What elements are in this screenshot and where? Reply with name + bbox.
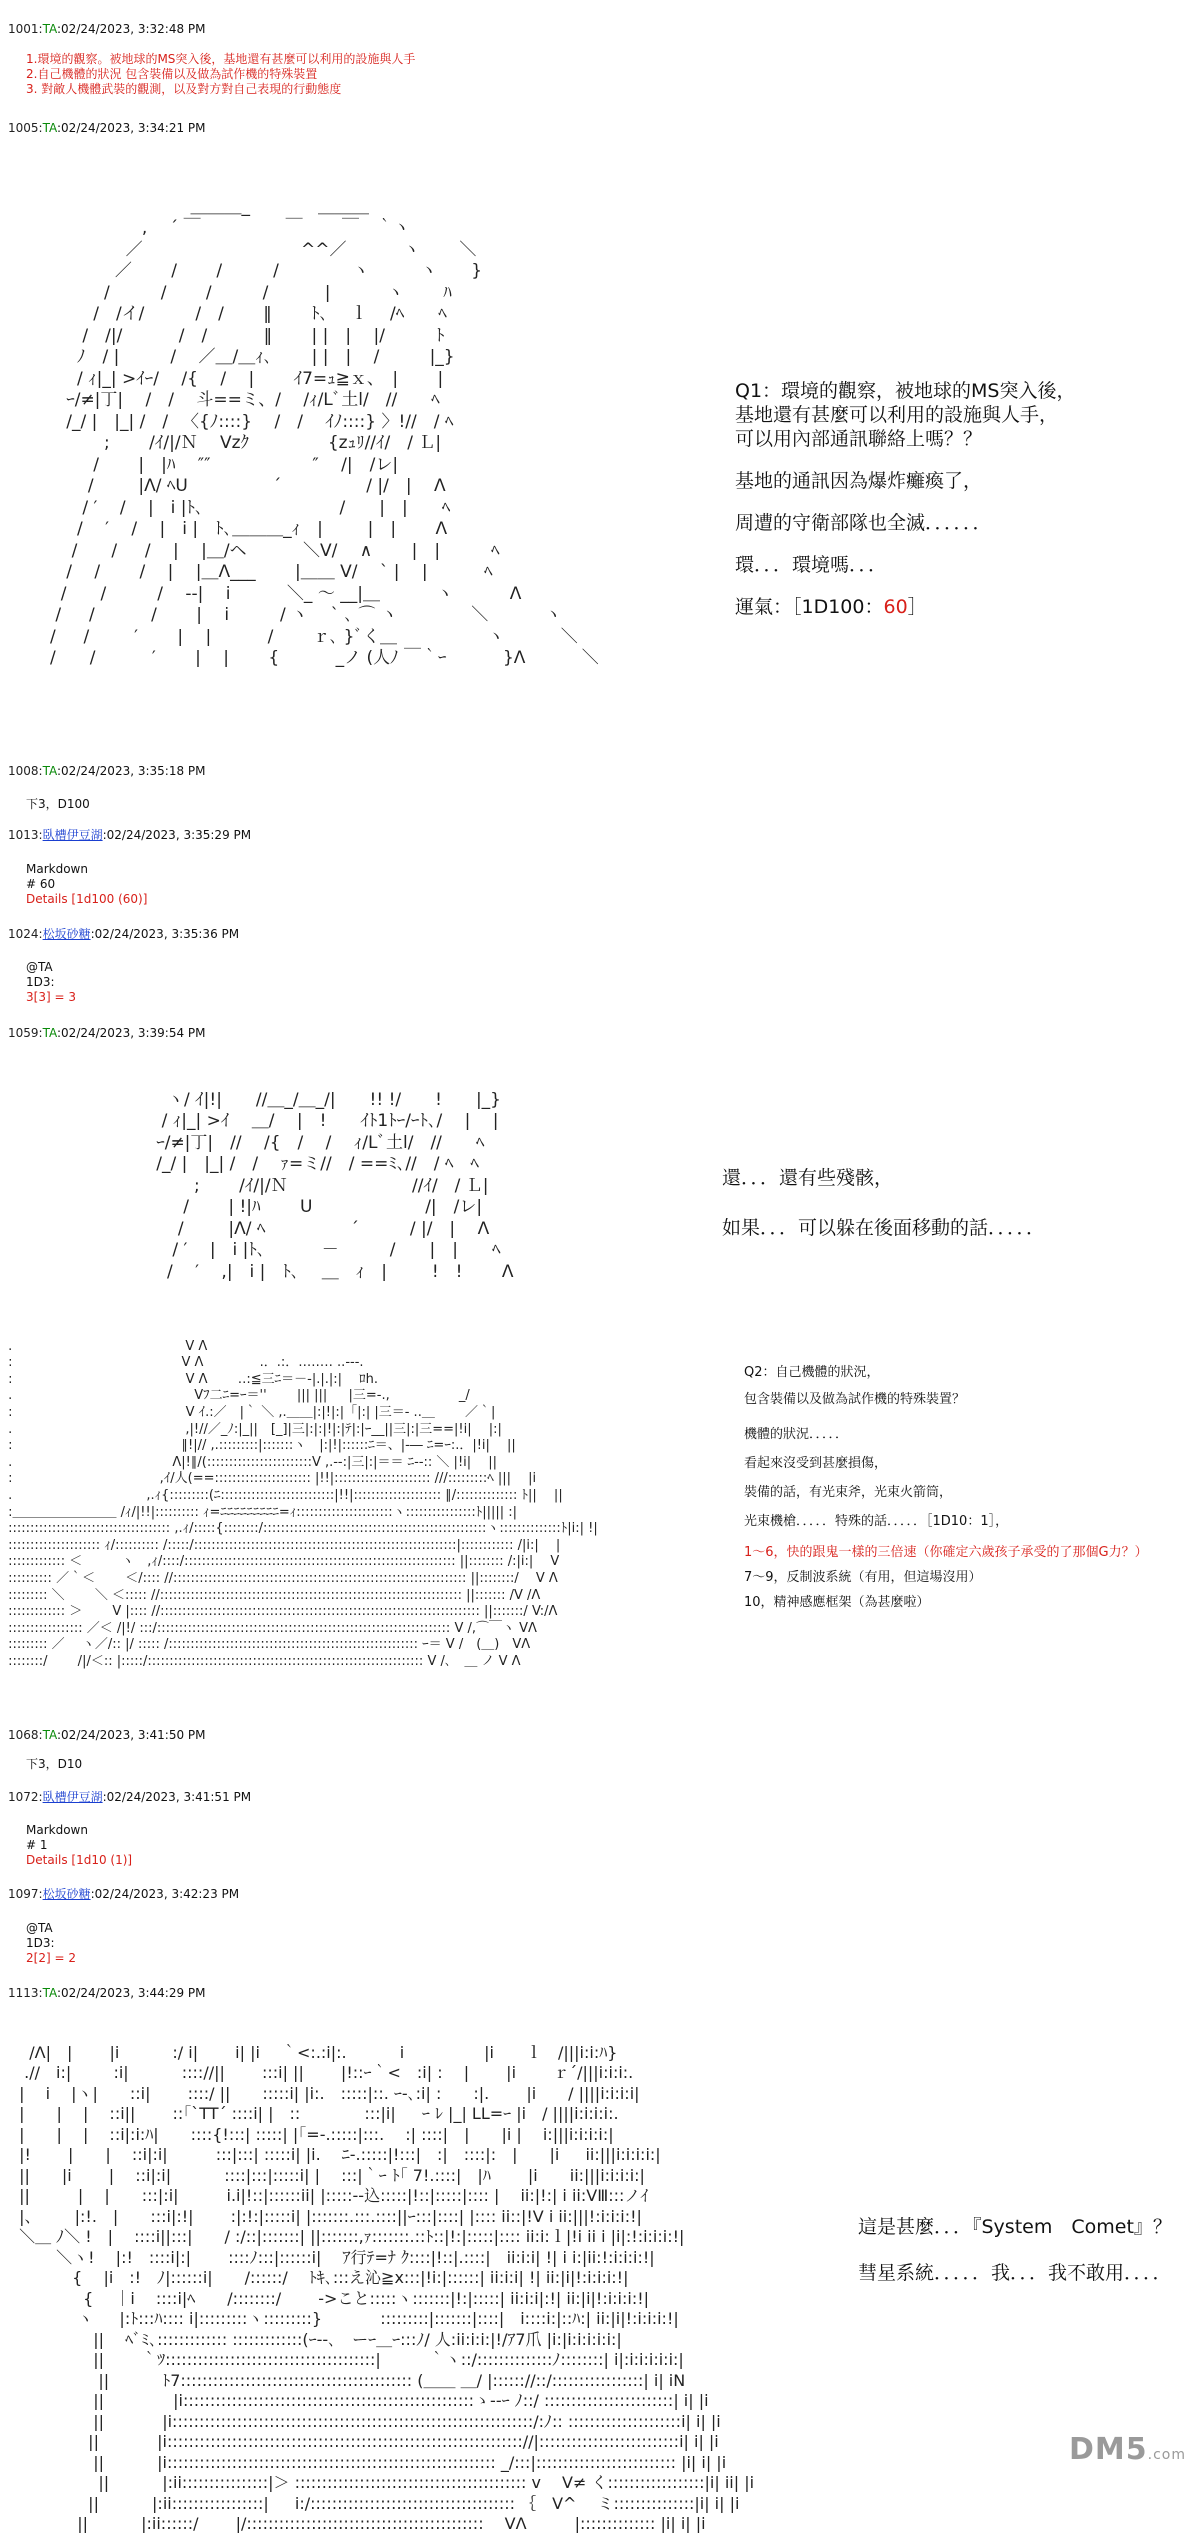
- poster-name-link[interactable]: 松坂砂糖: [42, 927, 91, 941]
- text-line: Markdown: [26, 862, 88, 876]
- logo-sub: .com: [1147, 2447, 1186, 2463]
- post-number: 1001:: [8, 22, 43, 36]
- text-line: 如果．．．可以躲在後面移動的話．．．．．: [722, 1217, 1046, 1239]
- post-header: [8, 21, 206, 37]
- logo-main: DM5: [1069, 2432, 1148, 2467]
- text-line: 基地的通訊因為爆炸癱瘓了，: [735, 470, 983, 492]
- option-line: 1～6，快的跟鬼一樣的三倍速（你確定六歲孩子承受的了那個G力？）: [744, 1545, 1148, 1560]
- poster-name: TA: [42, 1026, 57, 1040]
- text-line: # 60: [26, 877, 56, 891]
- text-line: 還．．．還有些殘骸，: [722, 1167, 894, 1189]
- post-header: [8, 1789, 251, 1805]
- poster-name-link[interactable]: 臥槽伊豆湖: [42, 828, 103, 842]
- text-line: 光束機槍．．．．．特殊的話．．．．．［1D10：1］，: [744, 1514, 1009, 1529]
- post-date: :02/24/2023, 3:35:29 PM: [102, 828, 252, 842]
- post-date: :02/24/2023, 3:41:50 PM: [57, 1728, 206, 1742]
- dice-result: 3[3] = 3: [26, 990, 76, 1004]
- post-number: 1113:: [8, 1986, 43, 2000]
- post-header: [8, 1025, 206, 1041]
- site-logo: [1069, 2432, 1186, 2467]
- question-line: 基地還有甚麼可以利用的設施與人手，: [735, 404, 1059, 426]
- text-line: 1D3:: [26, 1936, 55, 1950]
- luck-end: ］: [907, 596, 927, 618]
- dice-result: 2[2] = 2: [26, 1951, 76, 1965]
- poster-name-link[interactable]: 臥槽伊豆湖: [42, 1790, 103, 1804]
- post-number: 1068:: [8, 1728, 43, 1742]
- poster-name: TA: [42, 121, 57, 135]
- luck-roll: [735, 592, 1076, 622]
- post-body-1097: [26, 1921, 76, 1966]
- post-header: [8, 1985, 206, 2001]
- text-line: 周遭的守衛部隊也全滅．．．．．．: [735, 512, 992, 534]
- poster-name: TA: [42, 764, 57, 778]
- question-line: 包含裝備以及做為試作機的特殊裝置？: [744, 1392, 966, 1407]
- text-line: 環．．．環境嗎．．．: [735, 554, 888, 576]
- post-body-1024: [26, 960, 76, 1005]
- luck-value: 60: [883, 596, 908, 618]
- text-line: 彗星系統．．．．．我．．．我不敢用．．．．: [858, 2262, 1172, 2284]
- poster-name: TA: [42, 1986, 57, 2000]
- post-date: :02/24/2023, 3:41:51 PM: [102, 1790, 252, 1804]
- question-line: Q2：自己機體的狀況，: [744, 1365, 880, 1380]
- text-line: 看起來沒受到甚麼損傷，: [744, 1456, 888, 1471]
- text-line: 2.自己機體的狀況 包含裝備以及做為試作機的特殊裝置: [26, 67, 318, 81]
- post-body-1008: 下3，D100: [26, 797, 90, 811]
- post-date: :02/24/2023, 3:34:21 PM: [57, 121, 206, 135]
- post-date: :02/24/2023, 3:42:23 PM: [90, 1887, 240, 1901]
- option-line: 7～9，反制波系統（有用，但這場沒用）: [744, 1570, 982, 1585]
- text-line: 裝備的話，有光束斧，光束火箭筒，: [744, 1485, 953, 1500]
- ascii-art-cockpit: /Λ| | |i :/ i| i| |i ｀<:.:i|:. i |i ｌ /|||i:i:ﾊ} .// i:| :i| :::://|| :::i| || |!::ｰ｀< :i| : | |i ｒ´/|||i:i:i:. | i |ヽ| ::i| ::::/ || :::::i| |i:. :::::|::. ｰ-､:i| : :|. |i / ||||i:i:i:i| | | | ::i|| ::｢`TT´ ::::i| | :: :::|i| ｰ ﾚ |_| LL=ｰ |i / ||||i:i:i:i:. | | | ::i|:i:ﾊ| ::::{!:::| :::::| |｢=-.:::::|:::. :| ::::| | |i | i:|||i:i:i:i:| |! | | ::i|:i| :::|:::| :::::i| |i. ﾆ-.:::::|!:::| :| ::::|: | |i ii:|||i:i:i:i:| || |i | ::i|:i| ::::|:::|:::::i| | :::|｀ｰ ﾄ｢ 7!.::::| |ﾊ |i ii:|||i:i:i:i:| || | | :::|:i| i.i|!::|::::::ii| |:::::-‐込:::::|!::|:::::|:::: | ii:|!:| i ii:VⅢ:::ノｲ |、 |:!. | :::i|:!| :|:!:|:::::i| |:::::::.:::.::::||ｰ:::|::::| |:::: ii::|!V i ii:|||!:i:i:i:!| ＼＿ ﾉ＼ ! | ::::i||:::| / :/::|:::::::| ||:::::::,ｧ:::::::.::ﾄ::|!:|:::::|:::: ii:i:ｌ|!i ii i |i|:!:i:i:i:!| ＼ヽ! |:! ::::i|:| ::::ﾉ:::|::::::i| ｱ行ﾃ=ﾅ ｸ::::|!::|.::::| ii:i:i| !| i i:|ii:!:i:i:i:!| { |i :! ﾉ|::::::i| /::::::/ ﾄｷ､:::え沁≧x:::|!i:|::::::| ii:i:i| !| ii:|i|!:i:i:i:!| { ｜i ::::i|ﾍ /::::::::/ ->こと:::::ヽ:::::::|!:|:::::| ii:i:i|:!| ii:|i|!:i:i:i:!| ヽ |:ﾄ:::ﾊ:::: i|:::::::::ヽ:::::::::} :::::::::|:::::::|::::| i::::i:|::ﾊ:| ii:|i|!:i:i:i:!| || ﾍﾞﾐ､::::::::::::: :::::::::::::(ｰ--､ ーｰ＿ｰ:::ﾉ/ 人:ii:i:i:|!/ｱ7爪 |i:|i:i:i:i:i:| || ｀ﾂ:::::::::::::::::::::::::::::::::::::::| ｀ヽ::/::::::::::::::ﾉ::::::::| i|:i:i:i:i:i:| || ﾄ7::::::::::::::::::::::::::::::::::::::::::: (＿＿ ＿/ |:::::://::/:::::::::::::::::| i| iN || |i::::::::::::::::::::::::::::::::::::::::::::::::::::::ゝ--ｰ ﾉ::/ ::::::::::::::::::::::::| i| |i || |i:::::::::::::::::::::::::::::::::::::::::::::::::::::::::::::::::::/:ﾉ:: :::::::::::::::::::::i| i| |i || |i:::::::::::::::::::::::::::::::::::::::::::::::::::::::::::::::::://|::::::::::::::::::::::::::i| i| |i || |i::::::::::::::::::::::::::::::::::::::::::::::::::::::::::::: _/:::|:::::::::::::::::::::::::: |i| i| |i || |:ii::::::::::::::::|＞ ::::::::::::::::::::::::::::::::::::::::::: v V≠ く::::::::::::::::::|i| ii| |i || |:ii:::::::::::::::::| i:/:::::::::::::::::::::::::::::::::::::: ｛ V^ ミ:::::::::::::::|i| i| |i || |:ii::::::/ |/:::::::::::::::::::::::::::::::::::::::::::: VΛ |:::::::::::::: |i| i| |i: [19, 2042, 755, 2533]
- post-header: [8, 1886, 239, 1902]
- post-text-1005: [735, 376, 1076, 622]
- post-number: 1097:: [8, 1887, 43, 1901]
- post-number: 1024:: [8, 927, 43, 941]
- post-header: [8, 763, 206, 779]
- post-number: 1013:: [8, 828, 43, 842]
- post-date: :02/24/2023, 3:32:48 PM: [57, 22, 206, 36]
- text-line: Markdown: [26, 1823, 88, 1837]
- post-date: :02/24/2023, 3:35:36 PM: [90, 927, 240, 941]
- ascii-art-mech: . V Λ : V Λ .．.:．‥‥‥‥ ..-‐-. : V Λ ‥:≦三ﾆ＝－‐|.|.|:| ﾛh. . Vﾌ二ﾆ=ｰ＝'' ||| ||| |三=-., _/ : V ｲ.:／ |｀ ＼ ,.＿＿|:|!|:|「|:| |三＝- ..＿ ／｀| . ,|!//／_ﾉ:|_|| [_]|三|:|:|!|:|ﾃ|:|ｰ__||三|:|三==|!i| |:| : ∥!|// ,.:::::::::|:::::::ヽ |:|!|::::::ﾆ＝、|-― ﾆ=ｰ:.．|!i| || . Λ|!∥/(::::::::::::::::::::::::V ,.--:|三|:|＝＝ ﾆ--:: ＼ |!i| || : ,ｲ/人(==:::::::::::::::::::::: |!!|:::::::::::::::::::::: ///:::::::::ﾍ ||| |i . ,.ｨ{:::::::::(ﾆ::::::::::::::::::::::::::|!!|:::::::::::::::::::: ∥/:::::::::::::: ﾄ|| || :＿＿＿＿＿＿＿＿ /ｨ/|!!|:::::::::: ｨ=ﾆﾆﾆﾆﾆﾆﾆﾆﾆ=ｨ::::::::::::::::::::::ヽ::::::::::::::::ﾄ||||| :| ::::::::::::::::::::::::::::::::::::: ,.ｨ/:::::{::::::::/:::::::::::::::::::::::::::::::::::::::::::::::::::ヽ::::::::::::::ﾄ|i:| !| ::::::::::::::::::::: ｨ/:::::::::: /:::::/::::::::::::::::::::::::::::::::::::::::::::::::::::::::::::|:::::::::::: /|i:| | ::::::::::::: ＜ ヽ ,ｨ/::::/:::::::::::::::::::::::::::::::::::::::::::::::::::::::::::::: ||:::::::: /:|i:| V :::::::::: ／｀＜ ＜/:::: //::::::::::::::::::::::::::::::::::::::::::::::::::::::::::::::::::: ||::::::::/ V Λ ::::::::: ＼ ＼ ＜::::: //::::::::::::::::::::::::::::::::::::::::::::::::::::::::::::::::::::: ||::::::: /V /Λ ::::::::::::: ＞ V |:::: //::::::::::::::::::::::::::::::::::::::::::::::::::::::::::::::::::::::::: ||:::::::/ V:/Λ ::::::::::::::::: ／＜ /|!/ :::/::::::::::::::::::::::::::::::::::::::::::::::::::::::::::::::::::: V /,⌒￣ヽ VΛ ::::::::: ／ ヽ／/:: |/ ::::: /::::::::::::::::::::::::::::::::::::::::::::::::::::::::: ｰ＝ V / (＿) VΛ ::::::::/ /|/＜:: |:::::/::::::::::::::::::::::::::::::::::::::::::::::::::::::::::::::: V /､ ＿ ノ V Λ: [8, 1338, 598, 1669]
- post-text-1059-q2: [744, 1363, 1148, 1612]
- option-line: 10，精神感應框架（為甚麼啦）: [744, 1595, 930, 1610]
- text-line: 機體的狀況．．．．．: [744, 1427, 849, 1442]
- post-text-1113: [858, 2212, 1172, 2288]
- post-date: :02/24/2023, 3:39:54 PM: [57, 1026, 206, 1040]
- post-body-1001: [26, 52, 415, 97]
- poster-name: TA: [42, 1728, 57, 1742]
- post-date: :02/24/2023, 3:35:18 PM: [57, 764, 206, 778]
- post-body-1072: [26, 1823, 132, 1868]
- post-number: 1005:: [8, 121, 43, 135]
- post-header: [8, 926, 239, 942]
- text-line: 3. 對敵人機體武裝的觀測，以及對方對自己表現的行動態度: [26, 82, 342, 96]
- ascii-art-face: ＿＿＿_ ＿＿＿ , ´ ￣ ￣ ￣ ｀ヽ ／ ^^／ ヽ ＼ ／ / / / ヽ ヽ } / / / / | ヽ ﾊ / /イ/ / / ‖ ﾄ､ ｌ /ﾍ ﾍ / /|/ / / ‖ | | | |/ ﾄ ﾉ / | / ／＿/＿ｨ､ | | | / |_} / ｨ|_| >ｲｰ/ /{ / | ｲ7=ｭ≧ｘ、 | | ｰ/≠|丁| / / 斗==ミ、/ /ｨ/Lﾞ土l/ // ﾍ /_/ | |_| / / 〈{ﾉ::::} / / ｲﾉ::::} 〉!// / ﾍ ; /ｲ/|/Ｎ Vzｸ {zｭﾘ//ｲ/ / Ｌ| / | |ﾊ ″″ ″ /| /レ| / |Λ/ ﾍU ´ / |/ | Λ / ′ / | i |ﾄ､ / | | ﾍ / ′ / | i | ﾄ､＿＿＿_ｨ | | | Λ / / / | |＿/ヘ ＼V/ ∧ | | ﾍ / / / | |＿Λ___ |＿＿ V/ ` | | ﾍ / / / --| i ＼_ ～ __|＿ ヽ Λ / / / | i / ヽ ` ､ ⌒ ヽ ＼ ヽ / / ′ | | / ｒ､ }ﾞく＿ ヽ ＼ / / ′ | | { _ノ (人ﾉ ￣｀ｰ }Λ ＼: [50, 196, 599, 668]
- post-header: [8, 1727, 206, 1743]
- luck-label: 運氣：［1D100：: [735, 596, 884, 618]
- post-header: [8, 827, 251, 843]
- text-line: 這是甚麼．．．『System Comet』？: [858, 2216, 1172, 2238]
- poster-name: TA: [42, 22, 57, 36]
- post-number: 1008:: [8, 764, 43, 778]
- post-body-1068: 下3，D10: [26, 1757, 83, 1771]
- question-line: 可以用內部通訊聯絡上嗎？？: [735, 428, 983, 450]
- ascii-art-face-closeup: ヽ/ ｲ|!| //＿_/＿_/| !! !/ ! |_} / ｨ|_| >ｲ ＿/ | ! ｲﾄ1ﾄｰ/ｰﾄ､/ | | ｰ/≠|丁| // /{ / / ｨ/Lﾞ土l/ // ﾍ /_/ | |_| / / ｧ=ミ// / ==ﾐ､// / ﾍ ﾍ ; /ｲ/|/Ｎ //ｲ/ / Ｌ| / | !|ﾊ U /| /レ| / |Λ/ ﾍ ´ / |/ | Λ / ′ | i |ﾄ､ － / | | ﾍ / ′ ,| i | ﾄ､ ＿ ｨ | ! ! Λ: [156, 1089, 514, 1282]
- text-line: 1.環境的觀察。被地球的MS突入後，基地還有甚麼可以利用的設施與人手: [26, 52, 416, 66]
- text-line: 1D3:: [26, 975, 55, 989]
- text-line: @TA: [26, 1921, 53, 1935]
- dice-details: Details [1d100 (60)]: [26, 892, 148, 906]
- post-date: :02/24/2023, 3:44:29 PM: [57, 1986, 206, 2000]
- post-number: 1059:: [8, 1026, 43, 1040]
- post-header: [8, 120, 206, 136]
- question-line: Q1：環境的觀察，被地球的MS突入後，: [735, 380, 1076, 402]
- post-number: 1072:: [8, 1790, 43, 1804]
- text-line: # 1: [26, 1838, 48, 1852]
- post-body-1013: [26, 862, 147, 907]
- dice-details: Details [1d10 (1)]: [26, 1853, 133, 1867]
- text-line: @TA: [26, 960, 53, 974]
- post-text-1059: [722, 1163, 1045, 1243]
- poster-name-link[interactable]: 松坂砂糖: [42, 1887, 91, 1901]
